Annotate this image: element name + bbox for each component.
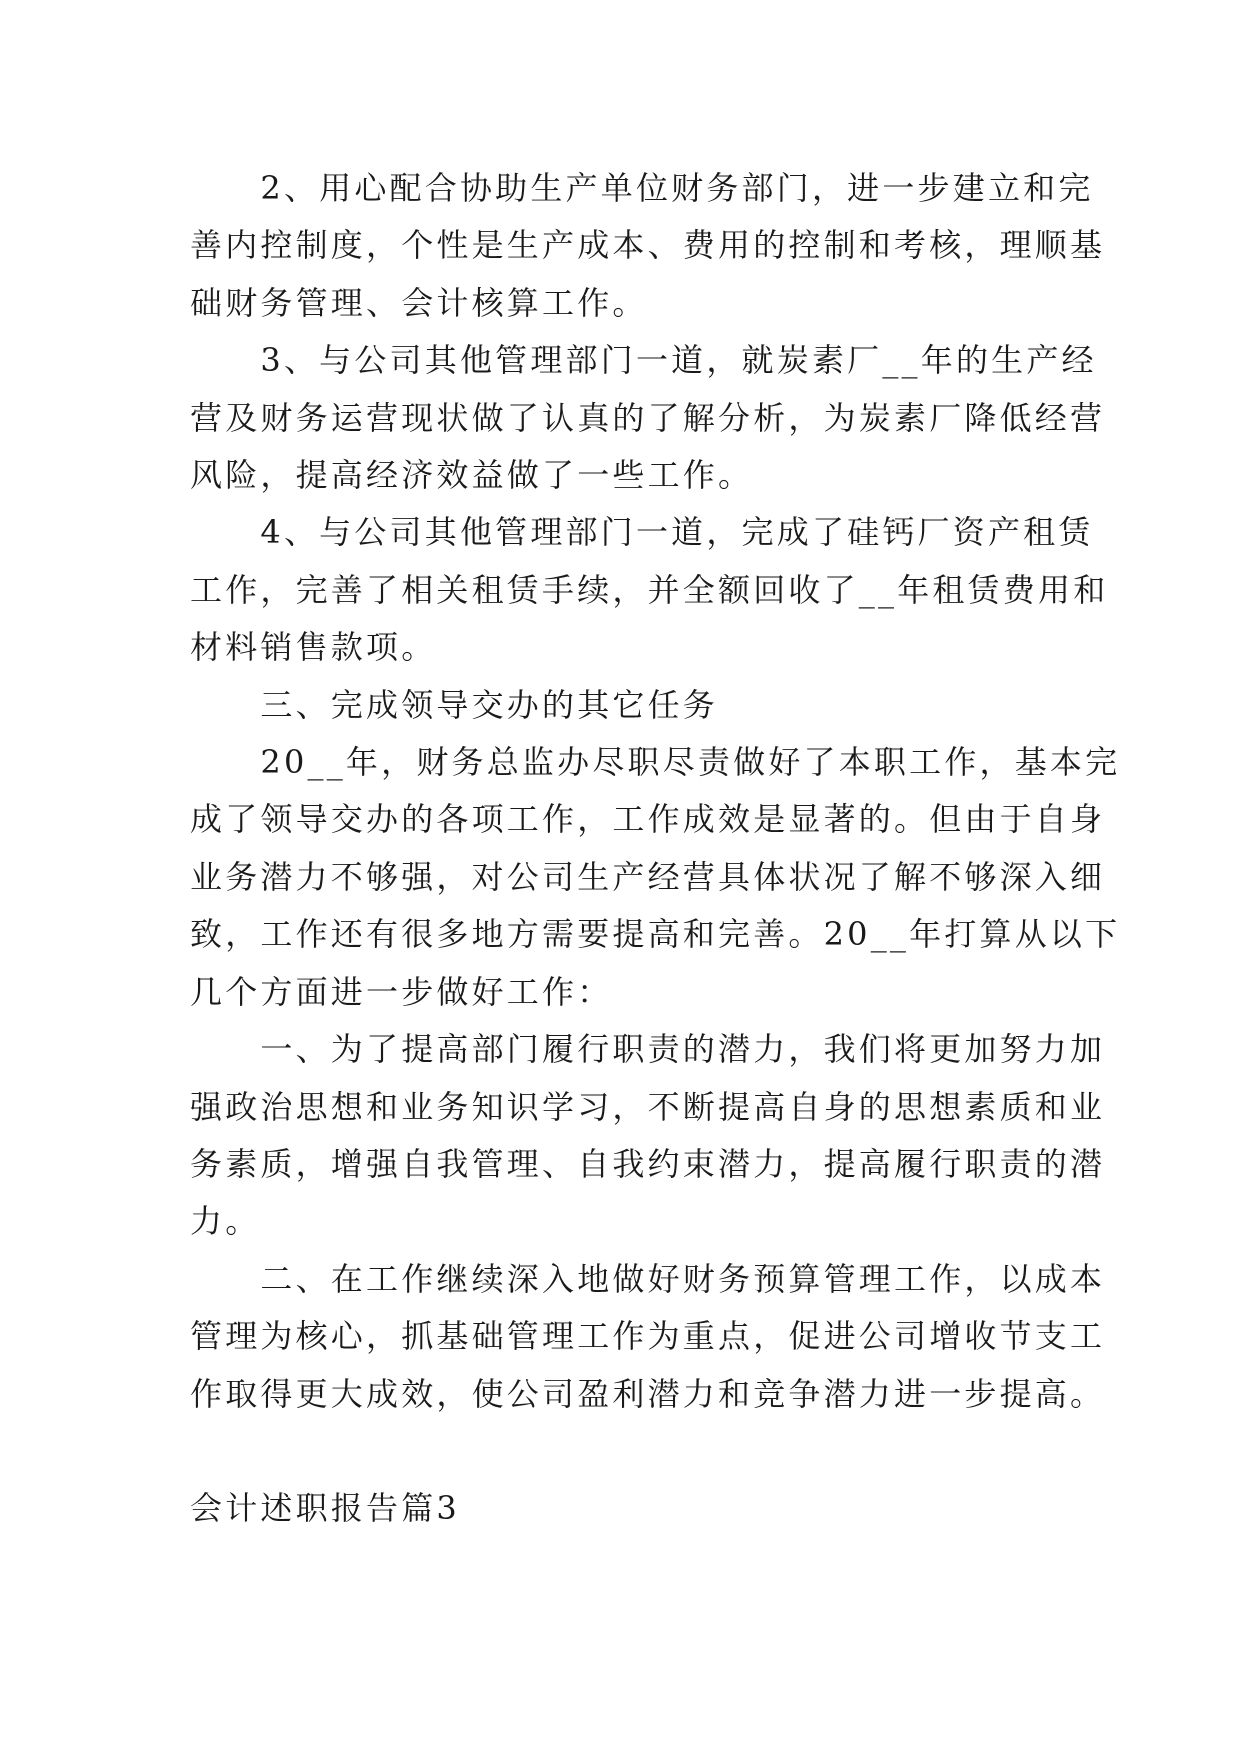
text-line: 3、与公司其他管理部门一道，就炭素厂__年的生产经	[190, 341, 1097, 380]
text-line: 致，工作还有很多地方需要提高和完善。20__年打算从以下	[190, 915, 1121, 954]
paragraph-summary	[190, 734, 1121, 1021]
text-line: 力。	[190, 1202, 261, 1241]
text-line: 2、用心配合协助生产单位财务部门，进一步建立和完	[190, 169, 1094, 207]
paragraph-item-3	[190, 332, 1106, 504]
subsection-heading	[190, 677, 1070, 734]
text-line: 材料销售款项。	[190, 628, 437, 667]
text-line: 4、与公司其他管理部门一道，完成了硅钙厂资产租赁	[190, 513, 1094, 552]
text-line: 风险，提高经济效益做了一些工作。	[190, 456, 754, 495]
text-line: 工作，完善了相关租赁手续，并全额回收了__年租赁费用和	[190, 570, 1109, 609]
text-line: 强政治思想和业务知识学习，不断提高自身的思想素质和业	[190, 1087, 1106, 1126]
text-line: 三、完成领导交办的其它任务	[190, 685, 719, 724]
text-line: 务素质，增强自我管理、自我约束潜力，提高履行职责的潜	[190, 1144, 1106, 1183]
paragraph-item-4	[190, 504, 1109, 676]
document-body	[190, 160, 1121, 1423]
text-line: 二、在工作继续深入地做好财务预算管理工作，以成本	[190, 1259, 1106, 1298]
text-line: 善内控制度，个性是生产成本、费用的控制和考核，理顺基	[190, 226, 1106, 265]
paragraph-plan-1	[190, 1021, 1106, 1251]
text-line: 一、为了提高部门履行职责的潜力，我们将更加努力加	[190, 1030, 1106, 1069]
text-line: 业务潜力不够强，对公司生产经营具体状况了解不够深入细	[190, 857, 1106, 896]
text-line: 营及财务运营现状做了认真的了解分析，为炭素厂降低经营	[190, 398, 1106, 437]
text-line: 20__年，财务总监办尽职尽责做好了本职工作，基本完	[190, 743, 1121, 782]
text-line: 几个方面进一步做好工作：	[190, 972, 613, 1011]
text-line: 作取得更大成效，使公司盈利潜力和竞争潜力进一步提高。	[190, 1374, 1106, 1413]
text-line: 础财务管理、会计核算工作。	[190, 283, 648, 322]
paragraph-item-2	[190, 160, 1106, 332]
section-heading: 会计述职报告篇3	[190, 1489, 460, 1527]
paragraph-plan-2	[190, 1251, 1106, 1423]
text-line: 管理为核心，抓基础管理工作为重点，促进公司增收节支工	[190, 1317, 1106, 1356]
text-line: 成了领导交办的各项工作，工作成效是显著的。但由于自身	[190, 800, 1106, 839]
